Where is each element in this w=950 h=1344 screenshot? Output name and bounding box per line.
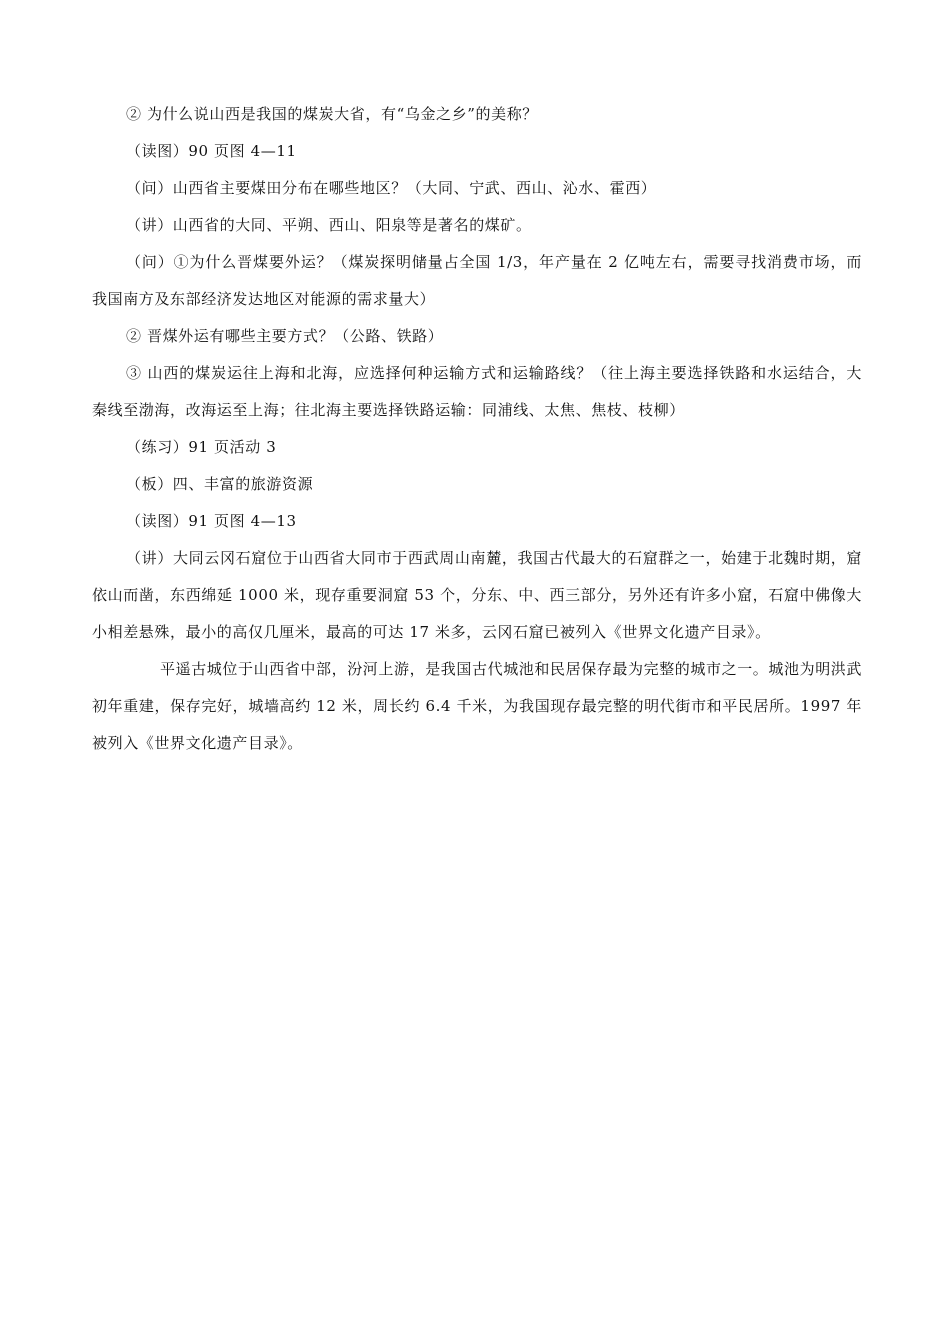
paragraph-yungang-grottoes: （讲）大同云冈石窟位于山西省大同市于西武周山南麓，我国古代最大的石窟群之一，始建于北魏时期，窟依山而凿，东西绵延 1000 米，现存重要洞窟 53 个，分东、中、西三部分，另外还有许多小窟，石窟中佛像大小相差悬殊，最小的高仅几厘米，最高的可达 17 米多，云冈石窟已被列入《世界文化遗产目录》。 xyxy=(92,549,862,641)
paragraph-export-methods: ② 晋煤外运有哪些主要方式？（公路、铁路） xyxy=(126,327,444,345)
paragraph-transport-routes: ③ 山西的煤炭运往上海和北海，应选择何种运输方式和运输路线？（往上海主要选择铁路和水运结合，大秦线至渤海，改海运至上海；往北海主要选择铁路运输：同浦线、太焦、焦枝、枝柳） xyxy=(92,364,862,419)
paragraph-board-tourism-heading: （板）四、丰富的旅游资源 xyxy=(126,475,314,493)
document-body xyxy=(92,96,862,762)
paragraph-why-export-coal: （问）①为什么晋煤要外运？（煤炭探明储量占全国 1/3，年产量在 2 亿吨左右，需要寻找消费市场，而我国南方及东部经济发达地区对能源的需求量大） xyxy=(92,253,862,308)
paragraph-famous-coal-mines: （讲）山西省的大同、平朔、西山、阳泉等是著名的煤矿。 xyxy=(126,216,532,234)
paragraph-question-shanxi-coal: ② 为什么说山西是我国的煤炭大省，有“乌金之乡”的美称？ xyxy=(126,105,538,123)
paragraph-read-map-4-13: （读图）91 页图 4—13 xyxy=(126,512,297,530)
paragraph-coalfield-distribution: （问）山西省主要煤田分布在哪些地区？（大同、宁武、西山、沁水、霍西） xyxy=(126,179,657,197)
paragraph-pingyao-ancient-city: 平遥古城位于山西省中部，汾河上游，是我国古代城池和民居保存最为完整的城市之一。城池为明洪武初年重建，保存完好，城墙高约 12 米，周长约 6.4 千米，为我国现存最完整的明代街市和平民居所。1997 年被列入《世界文化遗产目录》。 xyxy=(92,660,863,752)
paragraph-exercise-activity-3: （练习）91 页活动 3 xyxy=(126,438,277,456)
paragraph-read-map-4-11: （读图）90 页图 4—11 xyxy=(126,142,297,160)
